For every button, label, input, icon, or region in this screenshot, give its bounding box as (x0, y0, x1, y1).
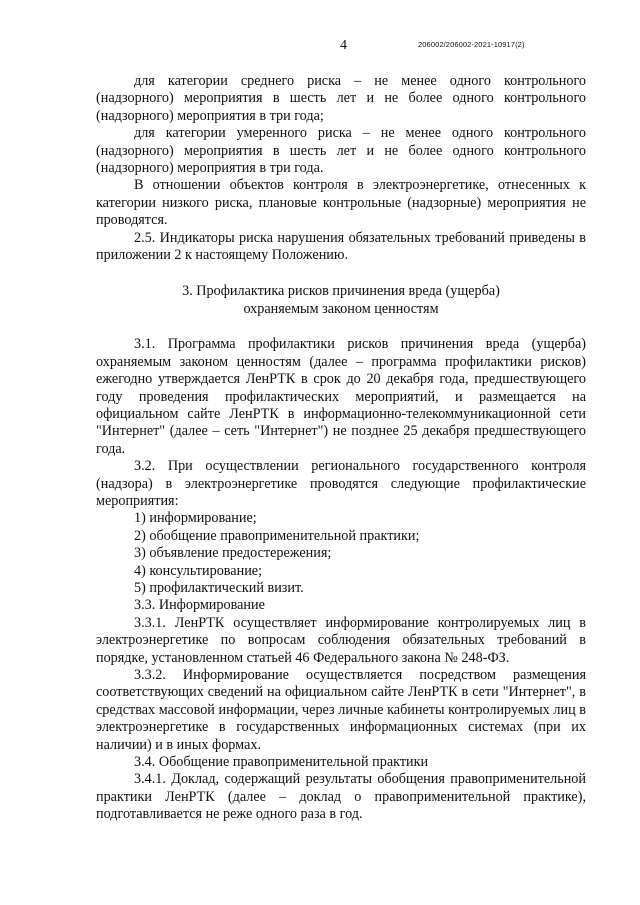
section-heading-line1: 3. Профилактика рисков причинения вреда (ущерба) (182, 283, 500, 300)
paragraph-low-risk: В отношении объектов контроля в электроэнергетике, отнесенных к категории низкого риска, плановые контрольные (надзорные) мероприятия не проводятся. (96, 177, 586, 229)
paragraph-3-2: 3.2. При осуществлении регионального государственного контроля (надзора) в электроэнергетике проводятся следующие профилактические мероприятия: (96, 458, 586, 509)
paragraph-3-1: 3.1. Программа профилактики рисков причинения вреда (ущерба) охраняемым законом ценностям (далее – программа профилактики рисков) ежегодно утверждается ЛенРТК в срок до 20 декабря года, предшествующего году проведения профилактических мероприятий, и размещается на официальном сайте ЛенРТК в информационно-телекоммуникационной сети "Интернет" (далее – сеть "Интернет") не позднее 25 декабря предшествующего года. (96, 336, 586, 457)
list-item: 3) объявление предостережения; (134, 545, 332, 562)
paragraph-3-3-1: 3.3.1. ЛенРТК осуществляет информирование контролируемых лиц в электроэнергетике по вопросам соблюдения обязательных требований в порядке, установленном статьей 46 Федерального закона № 248-ФЗ. (96, 614, 586, 666)
section-heading-line2: охраняемым законом ценностям (243, 300, 439, 317)
section-heading (96, 283, 586, 318)
paragraph-moderate-risk: для категории умеренного риска – не менее одного контрольного (надзорного) мероприятия в шесть лет и не более одного контрольного (надзорного) мероприятия в три года. (96, 125, 586, 177)
subheading-3-3: 3.3. Информирование (134, 597, 265, 614)
paragraph-2-5: 2.5. Индикаторы риска нарушения обязательных требований приведены в приложении 2 к настоящему Положению. (96, 229, 586, 264)
list-item: 2) обобщение правоприменительной практики; (134, 527, 420, 544)
list-item: 1) информирование; (134, 510, 257, 527)
paragraph-3-4-1: 3.4.1. Доклад, содержащий результаты обобщения правоприменительной практики ЛенРТК (далее – доклад о правоприменительной практике), подготавливается не реже одного раза в год. (96, 771, 586, 823)
document-body (96, 73, 586, 824)
subheading-3-4: 3.4. Обобщение правоприменительной практики (134, 754, 429, 771)
paragraph-medium-risk: для категории среднего риска – не менее одного контрольного (надзорного) мероприятия в шесть лет и не более одного контрольного (надзорного) мероприятия в три года; (96, 73, 586, 124)
paragraph-3-3-2: 3.3.2. Информирование осуществляется посредством размещения соответствующих сведений на официальном сайте ЛенРТК в сети "Интернет", в средствах массовой информации, через личные кабинеты контролируемых лиц в электроэнергетике в государственных информационных системах (при их наличии) и в иных формах. (96, 667, 586, 753)
page-number: 4 (340, 38, 347, 53)
list-item: 5) профилактический визит. (134, 579, 304, 596)
document-code: 206002/206002-2021-10917(2) (418, 40, 525, 49)
list-item: 4) консультирование; (134, 562, 263, 579)
